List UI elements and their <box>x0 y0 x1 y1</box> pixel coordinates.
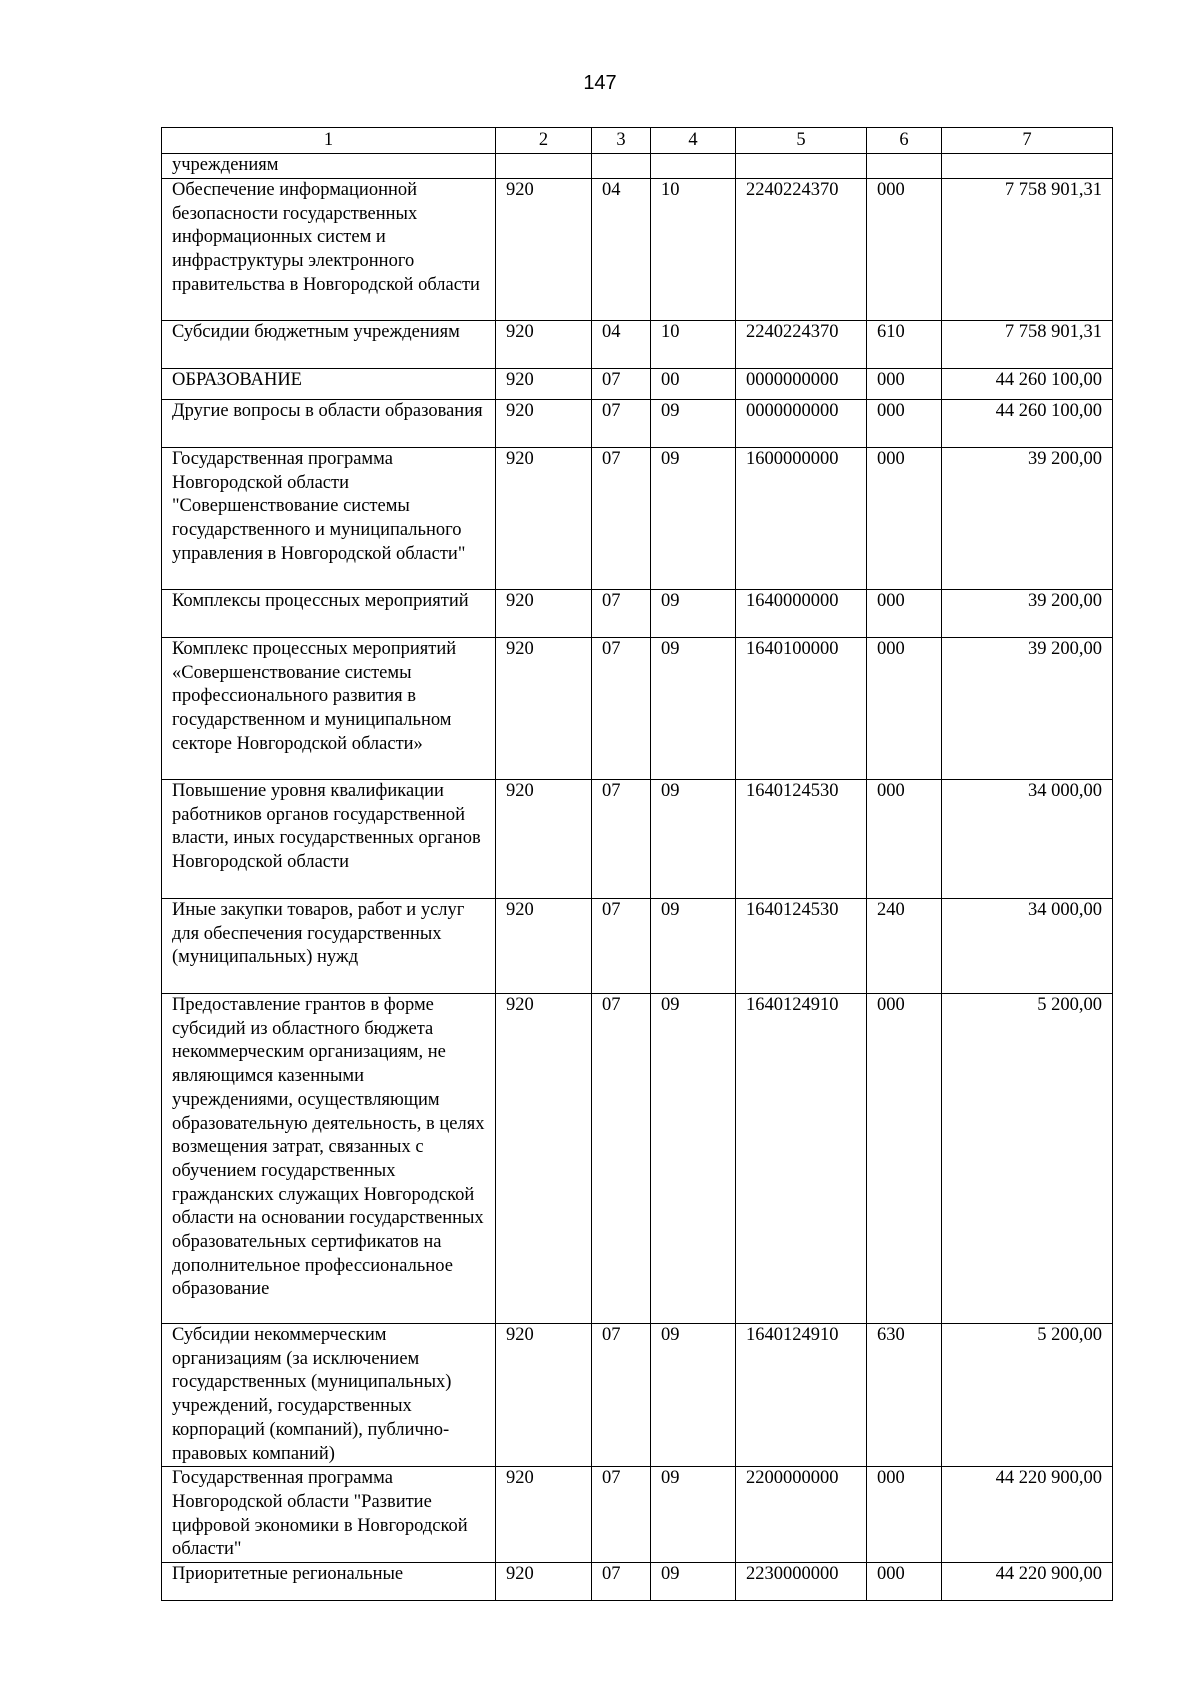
row-col-5: 1600000000 <box>736 448 867 590</box>
row-col-2: 920 <box>496 994 592 1324</box>
row-col-6: 610 <box>867 321 942 369</box>
row-amount: 39 200,00 <box>942 638 1113 780</box>
row-name: Повышение уровня квалификации работников органов государственной власти, иных государственных органов Новгородской области <box>162 780 496 899</box>
row-col-5 <box>736 154 867 179</box>
row-amount <box>942 154 1113 179</box>
row-amount: 39 200,00 <box>942 590 1113 638</box>
row-col-5: 2240224370 <box>736 179 867 321</box>
row-name: Государственная программа Новгородской области "Совершенствование системы государственного и муниципального управления в Новгородской области" <box>162 448 496 590</box>
row-col-3: 07 <box>592 638 651 780</box>
row-col-5: 1640124910 <box>736 1324 867 1467</box>
row-col-6: 240 <box>867 899 942 994</box>
row-col-2: 920 <box>496 638 592 780</box>
row-col-3: 07 <box>592 1563 651 1601</box>
row-amount: 5 200,00 <box>942 994 1113 1324</box>
row-col-4: 09 <box>651 899 736 994</box>
row-col-2: 920 <box>496 590 592 638</box>
row-col-2: 920 <box>496 1563 592 1601</box>
row-col-6: 000 <box>867 1467 942 1563</box>
row-col-4: 09 <box>651 400 736 448</box>
budget-table <box>161 127 1113 1601</box>
row-col-3: 07 <box>592 1324 651 1467</box>
row-name: Комплекс процессных мероприятий «Совершенствование системы профессионального развития в государственном и муниципальном секторе Новгородской области» <box>162 638 496 780</box>
table-row <box>162 899 1113 994</box>
row-col-5: 1640124530 <box>736 780 867 899</box>
row-col-6: 000 <box>867 780 942 899</box>
row-col-3: 07 <box>592 448 651 590</box>
table-row <box>162 369 1113 400</box>
row-col-6: 630 <box>867 1324 942 1467</box>
header-col-3: 3 <box>592 128 651 154</box>
row-amount: 34 000,00 <box>942 899 1113 994</box>
row-col-6: 000 <box>867 994 942 1324</box>
row-col-4: 00 <box>651 369 736 400</box>
row-amount: 39 200,00 <box>942 448 1113 590</box>
header-col-5: 5 <box>736 128 867 154</box>
row-amount: 5 200,00 <box>942 1324 1113 1467</box>
row-amount: 44 220 900,00 <box>942 1467 1113 1563</box>
row-col-3: 07 <box>592 590 651 638</box>
row-col-2: 920 <box>496 448 592 590</box>
table-row <box>162 638 1113 780</box>
row-col-2: 920 <box>496 1324 592 1467</box>
row-col-2: 920 <box>496 899 592 994</box>
row-col-3: 07 <box>592 994 651 1324</box>
row-col-5: 0000000000 <box>736 400 867 448</box>
row-col-2: 920 <box>496 400 592 448</box>
row-name: Государственная программа Новгородской области "Развитие цифровой экономики в Новгородской области" <box>162 1467 496 1563</box>
header-col-6: 6 <box>867 128 942 154</box>
row-col-2: 920 <box>496 780 592 899</box>
table-row <box>162 154 1113 179</box>
row-amount: 7 758 901,31 <box>942 321 1113 369</box>
row-col-5: 1640100000 <box>736 638 867 780</box>
row-amount: 44 260 100,00 <box>942 369 1113 400</box>
table-row <box>162 448 1113 590</box>
row-col-6 <box>867 154 942 179</box>
row-name: Субсидии некоммерческим организациям (за исключением государственных (муниципальных) учреждений, государственных корпораций (компаний), публично-правовых компаний) <box>162 1324 496 1467</box>
row-col-3: 04 <box>592 179 651 321</box>
row-col-6: 000 <box>867 369 942 400</box>
row-name: Предоставление грантов в форме субсидий из областного бюджета некоммерческим организациям, не являющимся казенными учреждениями, осуществляющим образовательную деятельность, в целях возмещения затрат, связанных с обучением государственных гражданских служащих Новгородской области на основании государственных образовательных сертификатов на дополнительное профессиональное образование <box>162 994 496 1324</box>
row-col-5: 0000000000 <box>736 369 867 400</box>
row-col-6: 000 <box>867 400 942 448</box>
page-number: 147 <box>583 72 617 94</box>
row-col-6: 000 <box>867 590 942 638</box>
row-amount: 44 260 100,00 <box>942 400 1113 448</box>
row-col-4: 09 <box>651 1467 736 1563</box>
row-col-4: 09 <box>651 1324 736 1467</box>
row-col-3: 04 <box>592 321 651 369</box>
row-col-4: 09 <box>651 638 736 780</box>
row-col-2 <box>496 154 592 179</box>
row-col-4: 09 <box>651 994 736 1324</box>
table-row <box>162 1563 1113 1601</box>
row-col-3: 07 <box>592 400 651 448</box>
row-col-5: 1640124530 <box>736 899 867 994</box>
table-row <box>162 400 1113 448</box>
row-col-5: 2240224370 <box>736 321 867 369</box>
row-col-3: 07 <box>592 1467 651 1563</box>
row-col-3: 07 <box>592 780 651 899</box>
table-row <box>162 780 1113 899</box>
row-col-4: 10 <box>651 179 736 321</box>
row-name: Иные закупки товаров, работ и услуг для обеспечения государственных (муниципальных) нужд <box>162 899 496 994</box>
row-col-6: 000 <box>867 1563 942 1601</box>
row-col-3: 07 <box>592 369 651 400</box>
table-row <box>162 994 1113 1324</box>
header-col-4: 4 <box>651 128 736 154</box>
row-col-3: 07 <box>592 899 651 994</box>
row-amount: 34 000,00 <box>942 780 1113 899</box>
row-col-4 <box>651 154 736 179</box>
row-col-4: 09 <box>651 590 736 638</box>
row-name: Другие вопросы в области образования <box>162 400 496 448</box>
row-col-6: 000 <box>867 638 942 780</box>
row-col-4: 09 <box>651 780 736 899</box>
header-row <box>162 128 1113 154</box>
header-col-2: 2 <box>496 128 592 154</box>
row-col-6: 000 <box>867 448 942 590</box>
row-col-4: 09 <box>651 448 736 590</box>
row-col-2: 920 <box>496 321 592 369</box>
row-col-3 <box>592 154 651 179</box>
row-col-2: 920 <box>496 1467 592 1563</box>
table-row <box>162 1467 1113 1563</box>
row-col-5: 2200000000 <box>736 1467 867 1563</box>
table-row <box>162 1324 1113 1467</box>
header-col-7: 7 <box>942 128 1113 154</box>
row-col-4: 09 <box>651 1563 736 1601</box>
row-col-4: 10 <box>651 321 736 369</box>
row-name: Приоритетные региональные <box>162 1563 496 1601</box>
table-row <box>162 321 1113 369</box>
row-name: Субсидии бюджетным учреждениям <box>162 321 496 369</box>
row-amount: 7 758 901,31 <box>942 179 1113 321</box>
row-col-2: 920 <box>496 369 592 400</box>
header-col-1: 1 <box>162 128 496 154</box>
row-col-5: 2230000000 <box>736 1563 867 1601</box>
row-name: ОБРАЗОВАНИЕ <box>162 369 496 400</box>
row-col-2: 920 <box>496 179 592 321</box>
row-col-5: 1640124910 <box>736 994 867 1324</box>
table-row <box>162 590 1113 638</box>
row-amount: 44 220 900,00 <box>942 1563 1113 1601</box>
row-name: Обеспечение информационной безопасности государственных информационных систем и инфраструктуры электронного правительства в Новгородской области <box>162 179 496 321</box>
row-name: учреждениям <box>162 154 496 179</box>
table-row <box>162 179 1113 321</box>
row-col-5: 1640000000 <box>736 590 867 638</box>
row-col-6: 000 <box>867 179 942 321</box>
row-name: Комплексы процессных мероприятий <box>162 590 496 638</box>
